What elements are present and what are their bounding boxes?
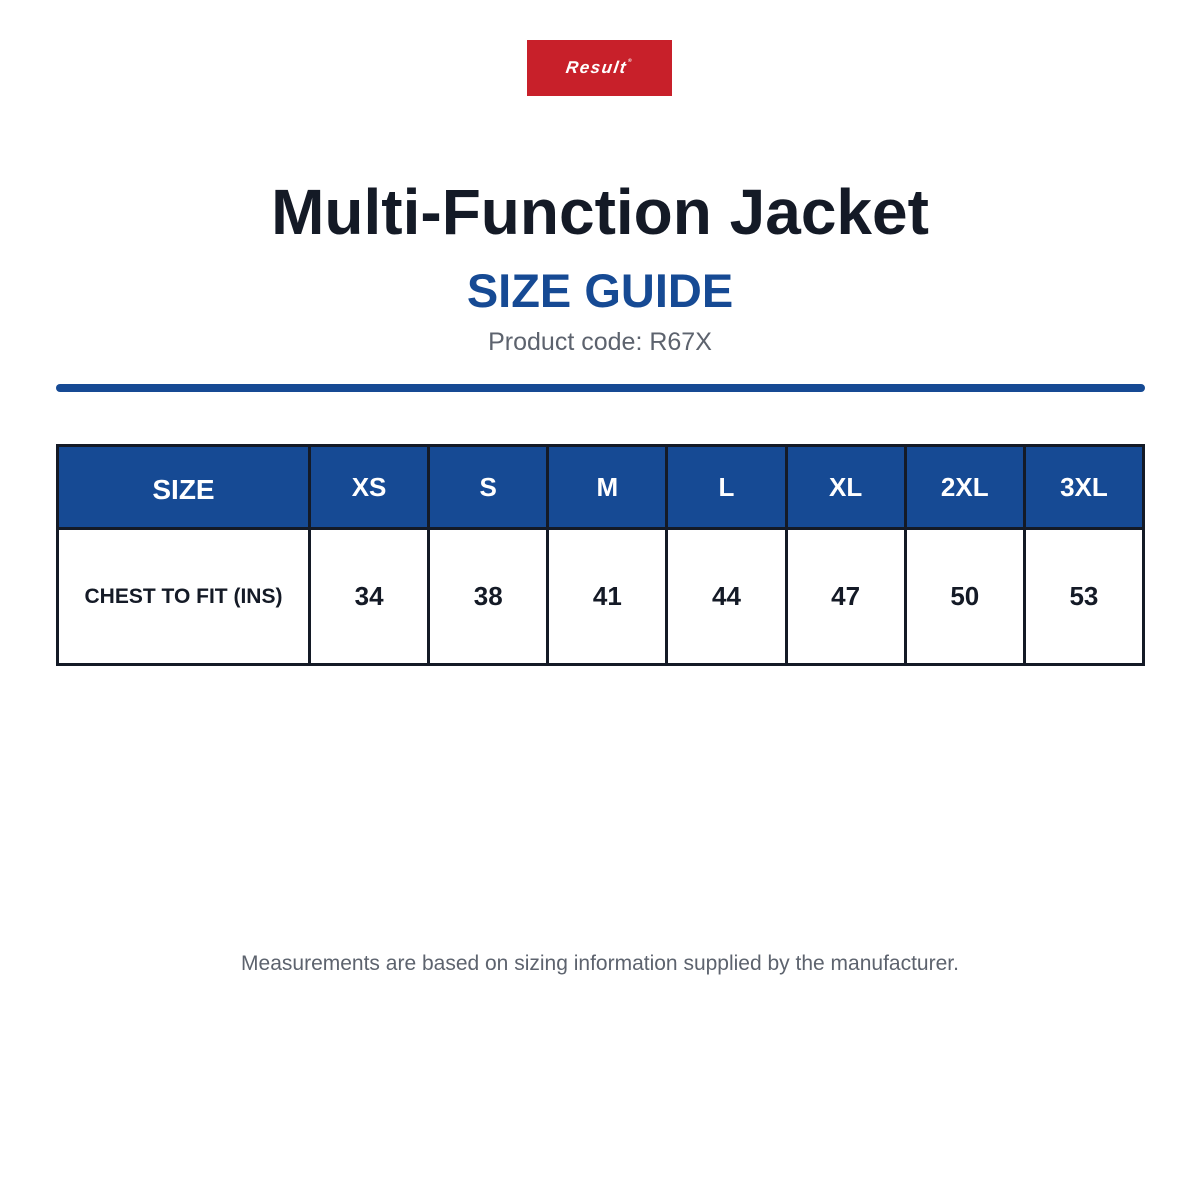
size-header-cell: S [429, 446, 548, 529]
measurement-value: 34 [310, 529, 429, 665]
page-subtitle: SIZE GUIDE [466, 264, 734, 317]
size-table [56, 444, 1145, 666]
measurement-value: 44 [667, 529, 786, 665]
measurement-value: 47 [786, 529, 905, 665]
page-title: Multi-Function Jacket [271, 176, 929, 248]
size-header-cell: XS [310, 446, 429, 529]
brand-logo-text: Result® [565, 58, 634, 77]
size-header-cell: L [667, 446, 786, 529]
size-header-row [58, 446, 1144, 529]
size-header-label: SIZE [58, 446, 310, 529]
size-header-cell: XL [786, 446, 905, 529]
table-row [58, 529, 1144, 665]
measurement-label: CHEST TO FIT (INS) [58, 529, 310, 665]
measurement-value: 38 [429, 529, 548, 665]
footnote: Measurements are based on sizing information supplied by the manufacturer. [241, 952, 959, 975]
measurement-value: 53 [1024, 529, 1143, 665]
brand-logo [527, 40, 672, 96]
product-code: Product code: R67X [488, 328, 712, 356]
size-header-cell: M [548, 446, 667, 529]
size-header-cell: 2XL [905, 446, 1024, 529]
size-header-cell: 3XL [1024, 446, 1143, 529]
measurement-value: 50 [905, 529, 1024, 665]
header-divider [56, 384, 1145, 392]
measurement-value: 41 [548, 529, 667, 665]
